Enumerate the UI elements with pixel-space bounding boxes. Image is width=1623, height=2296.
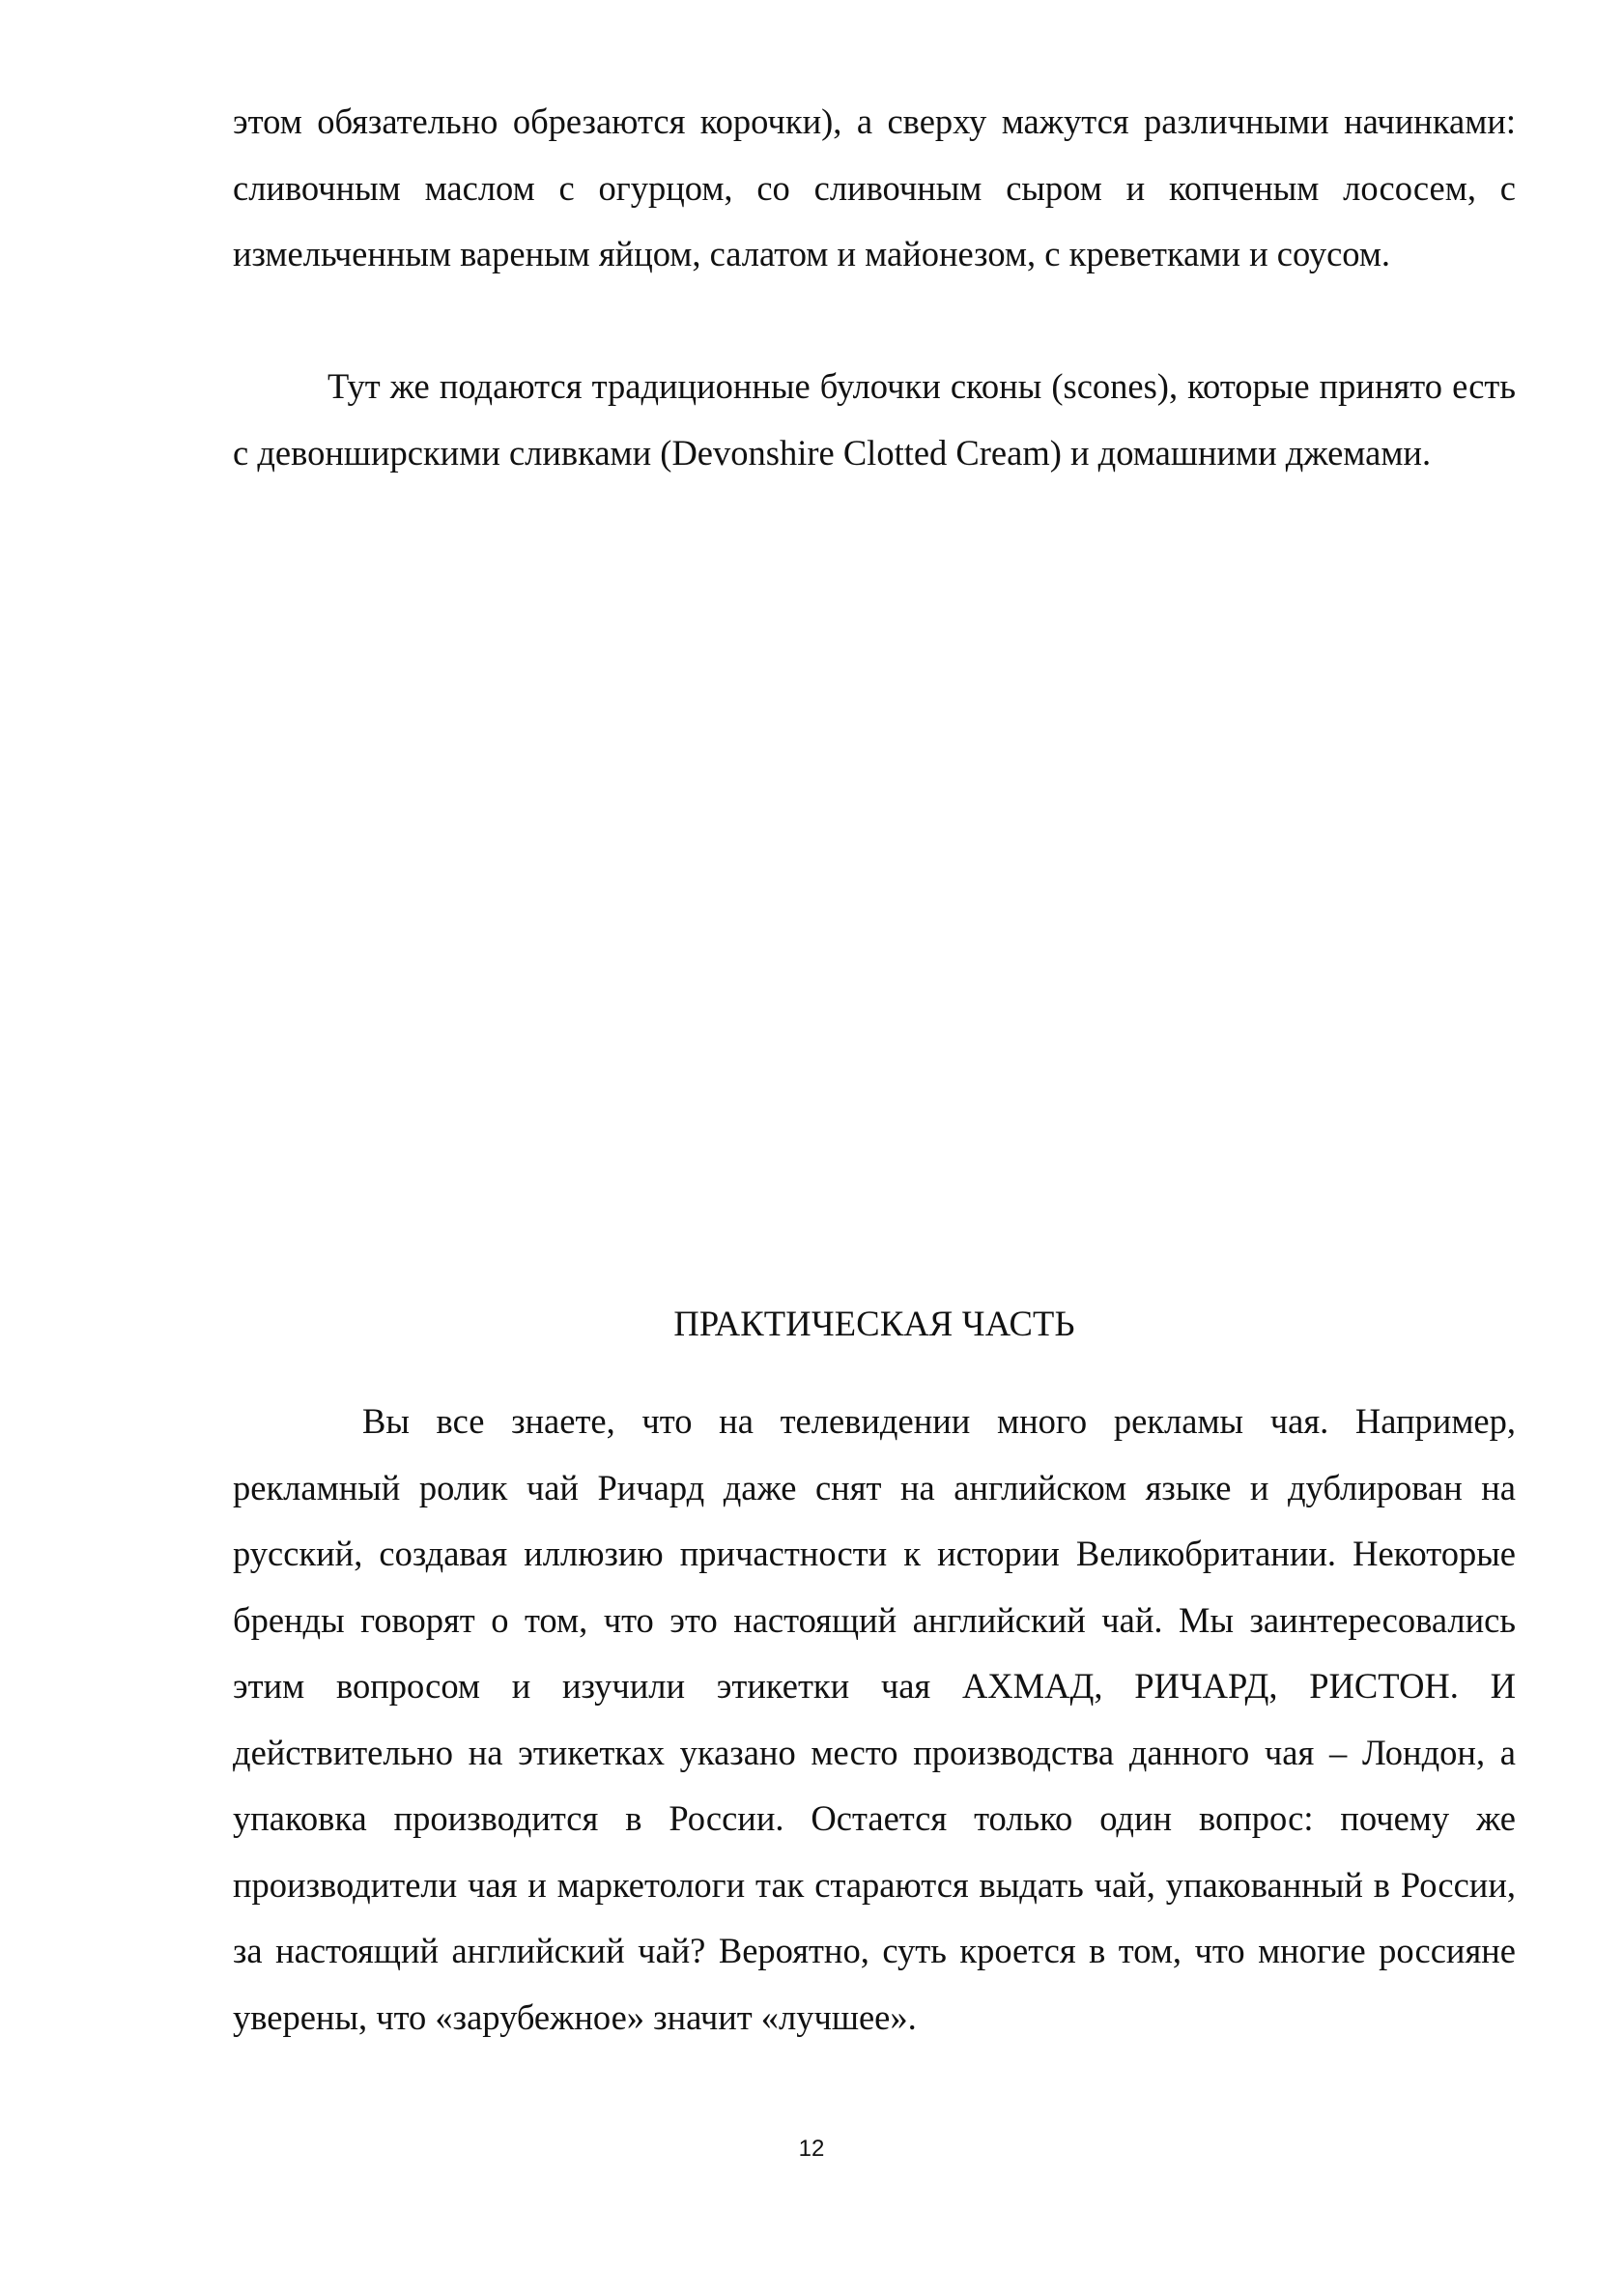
page-number: 12 bbox=[798, 2136, 825, 2162]
section-heading: ПРАКТИЧЕСКАЯ ЧАСТЬ bbox=[673, 1304, 1075, 1343]
body-paragraph-scones: Тут же подаются традиционные булочки сконы (scones), которые принято есть с девонширскими сливками (Devonshire Clotted Cream) и домашними джемами. bbox=[233, 366, 1516, 473]
section-paragraph: Вы все знаете, что на телевидении много рекламы чая. Например, рекламный ролик чай Ричард даже снят на английском языке и дублирован на русский, создавая иллюзию причастности к истории Великобритании. Некоторые бренды говорят о том, что это настоящий английский чай. Мы заинтересовались этим вопросом и изучили этикетки чая АХМАД, РИЧАРД, РИСТОН. И действительно на этикетках указано место производства данного чая – Лондон, а упаковка производится в России. Остается только один вопрос: почему же производители чая и маркетологи так стараются выдать чай, упакованный в России, за настоящий английский чай? Вероятно, суть кроется в том, что многие россияне уверены, что «зарубежное» значит «лучшее». bbox=[233, 1401, 1516, 2037]
body-paragraph-continued: этом обязательно обрезаются корочки), а сверху мажутся различными начинками: сливочным маслом с огурцом, со сливочным сыром и копченым лососем, с измельченным вареным яйцом, салатом и майонезом, с креветками и соусом. bbox=[233, 101, 1516, 273]
